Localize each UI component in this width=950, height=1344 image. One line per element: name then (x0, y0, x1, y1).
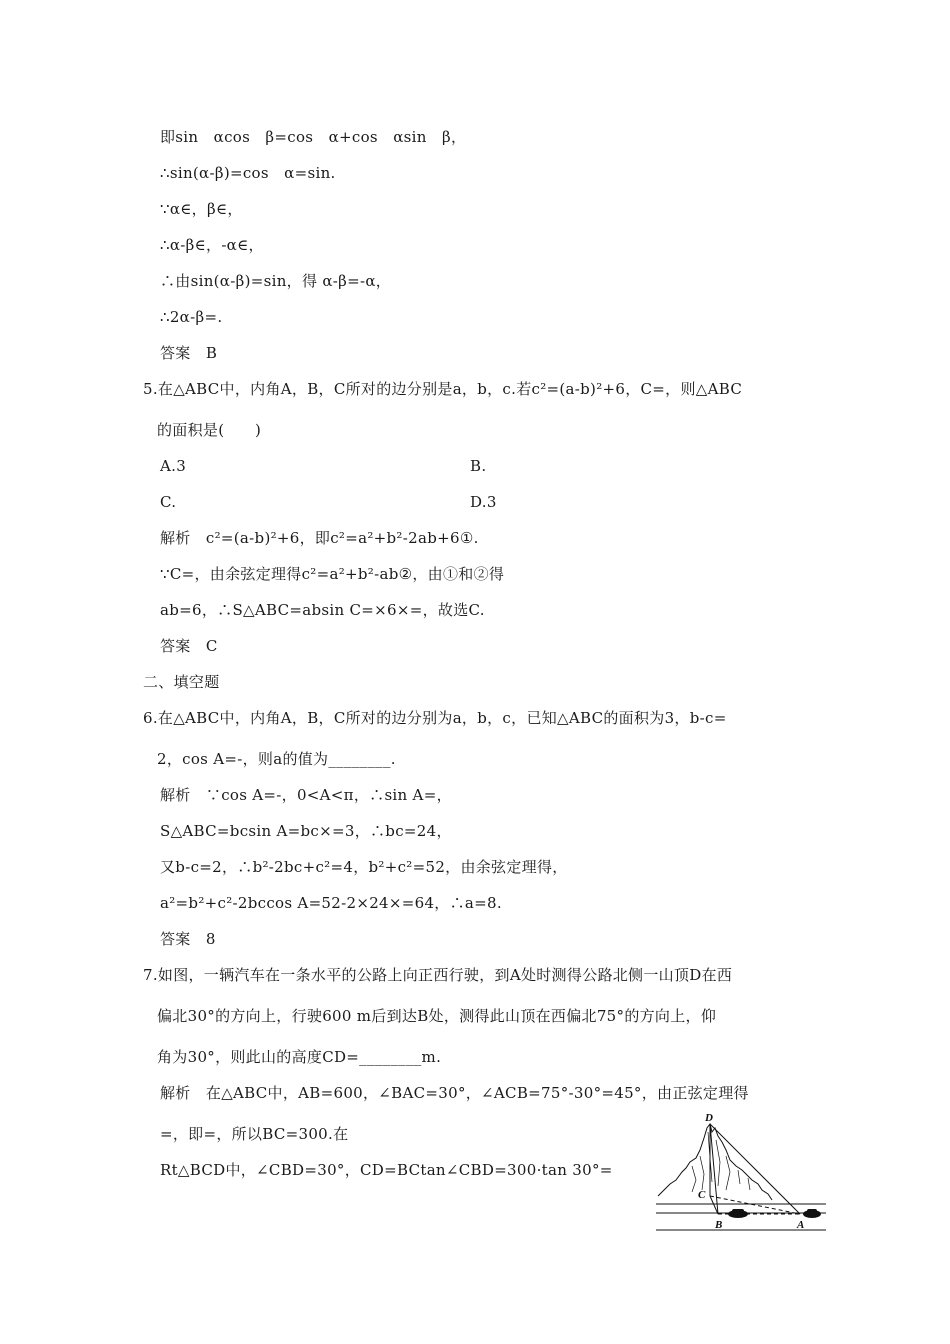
solution-5-line-3: ab=6，∴S△ABC=absin C=×6×=，故选C. (160, 601, 485, 619)
mountain-outline (658, 1124, 772, 1200)
line-1: 即sin αcos β=cos α+cos αsin β， (160, 128, 467, 146)
question-7-line-2: 偏北30°的方向上，行驶600 m后到达B处，测得此山顶在西偏北75°的方向上，仰 (157, 1007, 717, 1025)
question-7-line-1: 7.如图，一辆汽车在一条水平的公路上向正西行驶，到A处时测得公路北侧一山顶D在西 (143, 966, 733, 984)
solution-6-line-3: 又b-c=2，∴b²-2bc+c²=4，b²+c²=52，由余弦定理得， (160, 858, 568, 876)
solution-6-line-1: 解析 ∵cos A=-，0<A<π，∴sin A=， (160, 786, 452, 804)
answer-4: 答案 B (160, 344, 218, 362)
car-icon-b (728, 1209, 748, 1218)
line-2: ∴sin(α-β)=cos α=sin. (160, 164, 336, 182)
solution-6-line-4: a²=b²+c²-2bccos A=52-2×24×=64，∴a=8. (160, 894, 502, 912)
solution-7-line-2: =，即=，所以BC=300.在 (160, 1125, 349, 1143)
option-d: D.3 (470, 493, 497, 511)
label-a: A (797, 1219, 805, 1231)
solution-5-line-2: ∵C=，由余弦定理得c²=a²+b²-ab②，由①和②得 (160, 565, 505, 583)
question-6-line-2: 2，cos A=-，则a的值为________. (157, 750, 396, 768)
question-5-line-2: 的面积是( ) (157, 421, 262, 439)
section-heading: 二、填空题 (143, 673, 220, 691)
label-b: B (715, 1219, 723, 1231)
segment-da (710, 1124, 800, 1214)
label-c: C (698, 1189, 706, 1201)
label-d: D (705, 1112, 713, 1124)
answer-6: 答案 8 (160, 930, 216, 948)
segment-ca (710, 1196, 800, 1214)
line-4: ∴α-β∈，-α∈， (160, 236, 264, 254)
solution-7-line-3: Rt△BCD中，∠CBD=30°，CD=BCtan∠CBD=300·tan 30°= (160, 1161, 613, 1179)
line-5: ∴由sin(α-β)=sin，得 α-β=-α， (160, 272, 392, 290)
option-a: A.3 (160, 457, 187, 475)
line-6: ∴2α-β=. (160, 308, 223, 326)
mountain-road-figure (652, 1110, 828, 1238)
answer-5: 答案 C (160, 637, 218, 655)
solution-6-line-2: S△ABC=bcsin A=bc×=3，∴bc=24， (160, 822, 452, 840)
question-6-line-1: 6.在△ABC中，内角A，B，C所对的边分别为a，b，c，已知△ABC的面积为3，b-c= (143, 709, 727, 727)
question-5-line-1: 5.在△ABC中，内角A，B，C所对的边分别是a，b，c.若c²=(a-b)²+6，C=，则△ABC (143, 380, 743, 398)
solution-7-line-1: 解析 在△ABC中，AB=600，∠BAC=30°，∠ACB=75°-30°=45°，由正弦定理得 (160, 1084, 749, 1102)
car-icon-a (803, 1209, 821, 1218)
solution-5-line-1: 解析 c²=(a-b)²+6，即c²=a²+b²-2ab+6①. (160, 529, 479, 547)
option-b: B. (470, 457, 487, 475)
question-7-line-3: 角为30°，则此山的高度CD=________m. (157, 1048, 442, 1066)
option-c: C. (160, 493, 177, 511)
line-3: ∵α∈，β∈， (160, 200, 243, 218)
